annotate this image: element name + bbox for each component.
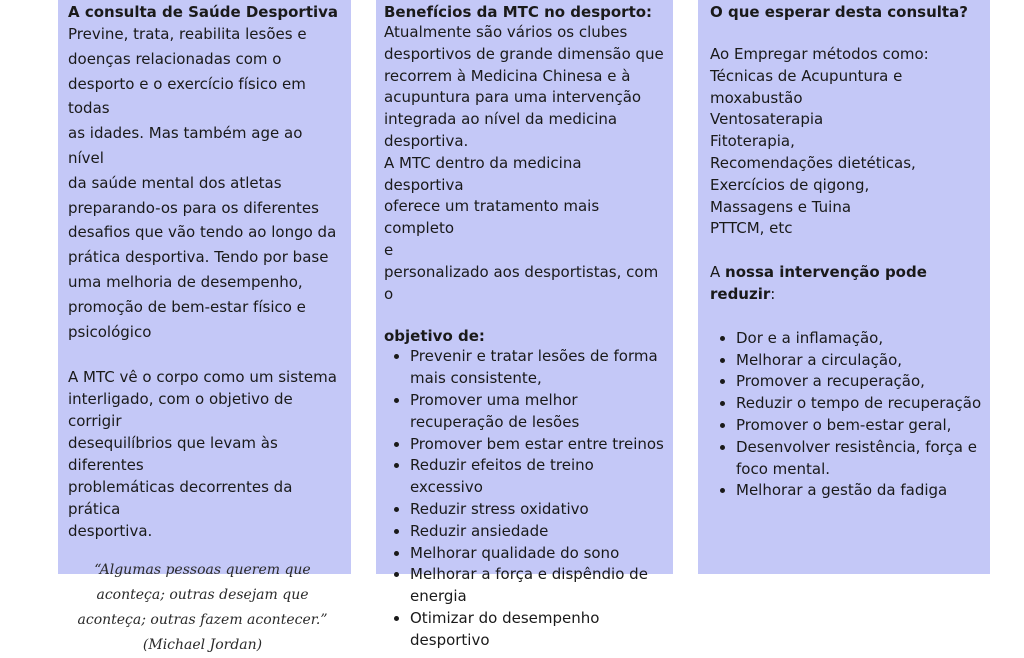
paragraph-line: A MTC vê o corpo como um sistema — [68, 368, 337, 387]
list-item: • Reduzir ansiedade — [410, 521, 665, 543]
intro-line — [710, 262, 982, 306]
spacer — [68, 344, 343, 366]
paragraph-line: personalizado aos desportistas, com o — [384, 262, 659, 303]
column-what-to-expect — [698, 0, 990, 574]
list-item: • Dor e a inflamação, — [736, 328, 982, 350]
column-title: O que esperar desta consulta? — [710, 3, 968, 21]
column-title: A consulta de Saúde Desportiva — [68, 3, 339, 21]
paragraph-line: e — [384, 240, 394, 259]
quote — [68, 558, 343, 658]
paragraph-line: Recomendações dietéticas, — [710, 153, 916, 172]
paragraph-line: integrada ao nível da medicina — [384, 110, 618, 129]
list-item: • Reduzir o tempo de recuperação — [736, 393, 982, 415]
paragraph-line: prática desportiva. Tendo por base — [68, 248, 329, 267]
paragraph-line: Fitoterapia, — [710, 132, 795, 151]
list-item: • Promover a recuperação, — [736, 371, 982, 393]
results-list — [710, 328, 982, 502]
paragraph-line: psicológico — [68, 322, 152, 341]
paragraph-line: interligado, com o objetivo de corrigir — [68, 390, 293, 431]
paragraph-line: Ao Empregar métodos como: — [710, 45, 929, 63]
paragraph-line: as idades. Mas também age ao nível — [68, 124, 303, 167]
list-item: • Reduzir stress oxidativo — [410, 499, 665, 521]
spacer — [710, 22, 982, 44]
paragraph-line: Ventosaterapia — [710, 110, 824, 129]
list-item: • Melhorar qualidade do sono — [410, 543, 665, 565]
paragraph-line: oferece um tratamento mais completo — [384, 197, 600, 238]
paragraph-line: PTTCM, etc — [710, 219, 793, 238]
list-item: • Otimizar do desempenho desportivo — [410, 608, 665, 652]
paragraph-line: desportiva. — [68, 522, 153, 541]
list-item: • Melhorar a força e dispêndio de energia — [410, 564, 665, 608]
spacer — [710, 306, 982, 328]
paragraph-line: Atualmente são vários os clubes — [384, 23, 628, 41]
paragraph-line: problemáticas decorrentes da prática — [68, 478, 293, 519]
list-heading: objetivo de: — [384, 327, 485, 346]
paragraph-line: A MTC dentro da medicina desportiva — [384, 153, 582, 194]
paragraph-line: diferentes — [68, 456, 144, 475]
quote-line: aconteça; outras desejam que — [96, 587, 309, 604]
paragraph-line: acupuntura para uma intervenção — [384, 88, 642, 107]
paragraph-line: preparando-os para os diferentes — [68, 198, 319, 217]
paragraph-line: promoção de bem-estar físico e — [68, 297, 306, 316]
paragraph-line: doenças relacionadas com o — [68, 49, 282, 68]
spacer — [710, 240, 982, 262]
intro-bold: nossa intervenção pode reduzir — [710, 263, 927, 303]
paragraph-line: da saúde mental dos atletas — [68, 173, 282, 192]
list-item: • Promover bem estar entre treinos — [410, 434, 665, 456]
list-item: • Promover uma melhor recuperação de lesões — [410, 390, 665, 434]
list-item: • Desenvolver resistência, força e foco mental. — [736, 437, 982, 481]
paragraph-line: Exercícios de qigong, — [710, 175, 870, 194]
quote-line: aconteça; outras fazem acontecer.” — [77, 612, 328, 629]
benefits-list — [384, 346, 665, 651]
paragraph-line: desporto e o exercício físico em todas — [68, 74, 306, 118]
paragraph-line: desequilíbrios que levam às — [68, 434, 278, 453]
list-item: • Reduzir efeitos de treino excessivo — [410, 455, 665, 499]
intro-suffix: : — [770, 284, 776, 303]
paragraph-line: desafios que vão tendo ao longo da — [68, 223, 337, 242]
paragraph-line: Previne, trata, reabilita lesões e — [68, 25, 307, 43]
quote-line: “Algumas pessoas querem que — [94, 562, 311, 579]
column-tcm-benefits — [376, 0, 673, 649]
list-item: • Prevenir e tratar lesões de forma mais consistente, — [410, 346, 665, 390]
list-item: • Melhorar a circulação, — [736, 350, 982, 372]
paragraph-line: uma melhoria de desempenho, — [68, 272, 303, 291]
column-sports-health — [58, 0, 351, 654]
spacer — [384, 305, 665, 327]
quote-author: (Michael Jordan) — [142, 637, 263, 654]
paragraph-line: Técnicas de Acupuntura e — [710, 66, 903, 85]
list-item: • Promover o bem-estar geral, — [736, 415, 982, 437]
paragraph-line: Massagens e Tuina — [710, 197, 852, 216]
intro-prefix: A — [710, 263, 726, 282]
paragraph-line: desportivos de grande dimensão que — [384, 44, 664, 63]
list-item: • Melhorar a gestão da fadiga — [736, 480, 982, 502]
paragraph-line: recorrem à Medicina Chinesa e à — [384, 66, 631, 85]
column-title: Benefícios da MTC no desporto: — [384, 3, 653, 21]
paragraph-line: desportiva. — [384, 131, 469, 150]
paragraph-line: moxabustão — [710, 88, 803, 107]
